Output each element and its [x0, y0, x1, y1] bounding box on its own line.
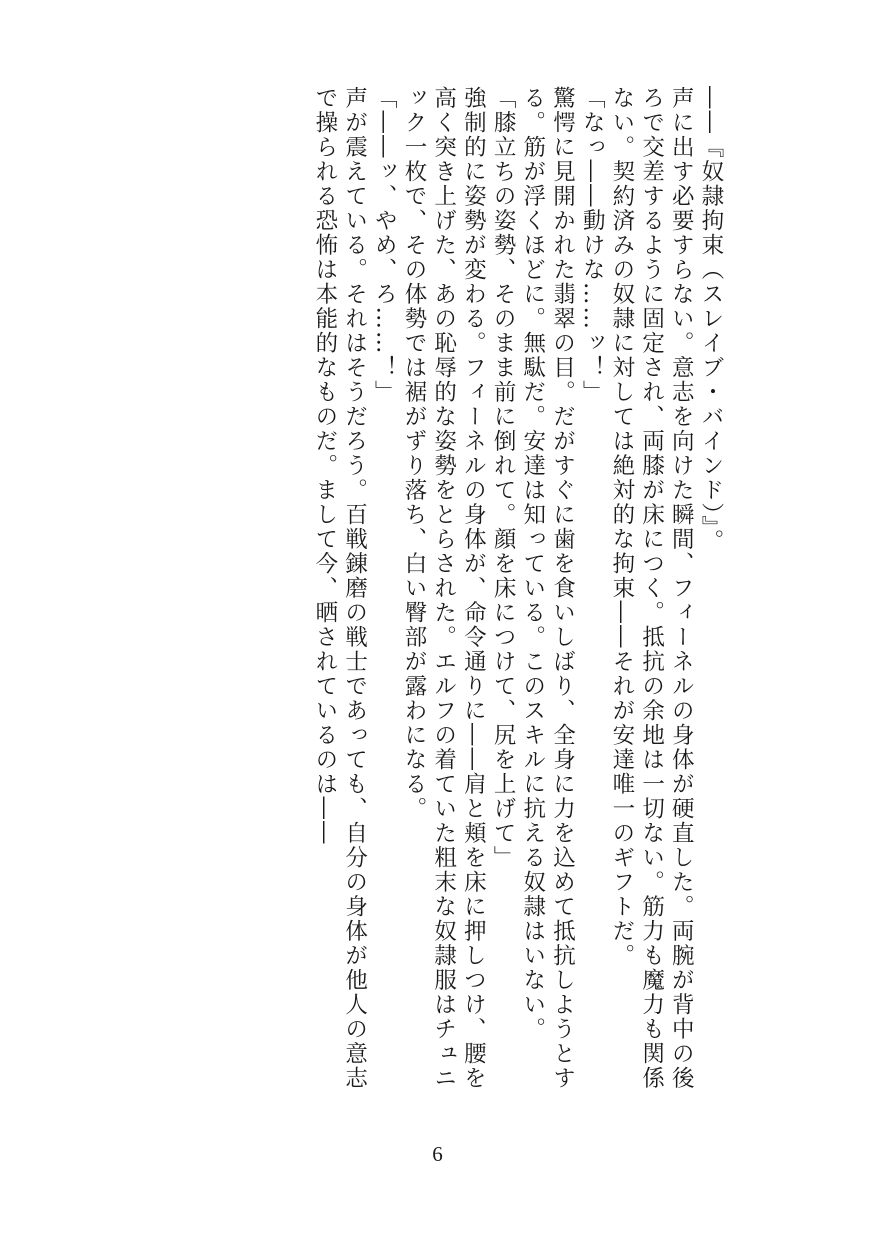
paragraph: 強制的に姿勢が変わる。フィーネルの身体が、命令通りに――肩と頬を床に押しつけ、腰を高く突き上げた、あの恥辱的な姿勢をとらされた。エルフの着ていた粗末な奴隷服はチュニック一枚で、その体勢では裾がずり落ち、白い臀部が露わになる。	[400, 86, 487, 1091]
dialogue-line: 「――ッ、やめ、ろ……！」	[371, 86, 398, 405]
paragraph: ――『奴隷拘束（スレイブ・バインド）』。	[698, 86, 724, 554]
paragraph: 声に出す必要すらない。意志を向けた瞬間、フィーネルの身体が硬直した。両腕が背中の後ろで交差するように固定され、両膝が床につく。抵抗の余地は一切ない。筋力も魔力も関係ない。契約済みの奴隷に対しては絶対的な拘束――それが安達唯一のギフトだ。	[608, 86, 695, 1091]
page-number: 6	[432, 1142, 443, 1166]
page-text-body	[150, 86, 725, 1106]
paragraph: 驚愕に見開かれた翡翠の目。だがすぐに歯を食いしばり、全身に力を込めて抵抗しようとする。筋が浮くほどに。無駄だ。安達は知っている。このスキルに抗える奴隷はいない。	[519, 86, 576, 1091]
dialogue-line: 「膝立ちの姿勢、そのまま前に倒れて。顔を床につけて、尻を上げて」	[490, 86, 517, 870]
dialogue-line: 「なっ――動けな……ッ！」	[579, 86, 606, 405]
paragraph: 声が震えている。それはそうだろう。百戦錬磨の戦士であっても、自分の身体が他人の意志で操られる恐怖は本能的なものだ。まして今、晒されているのは――	[311, 86, 368, 1091]
